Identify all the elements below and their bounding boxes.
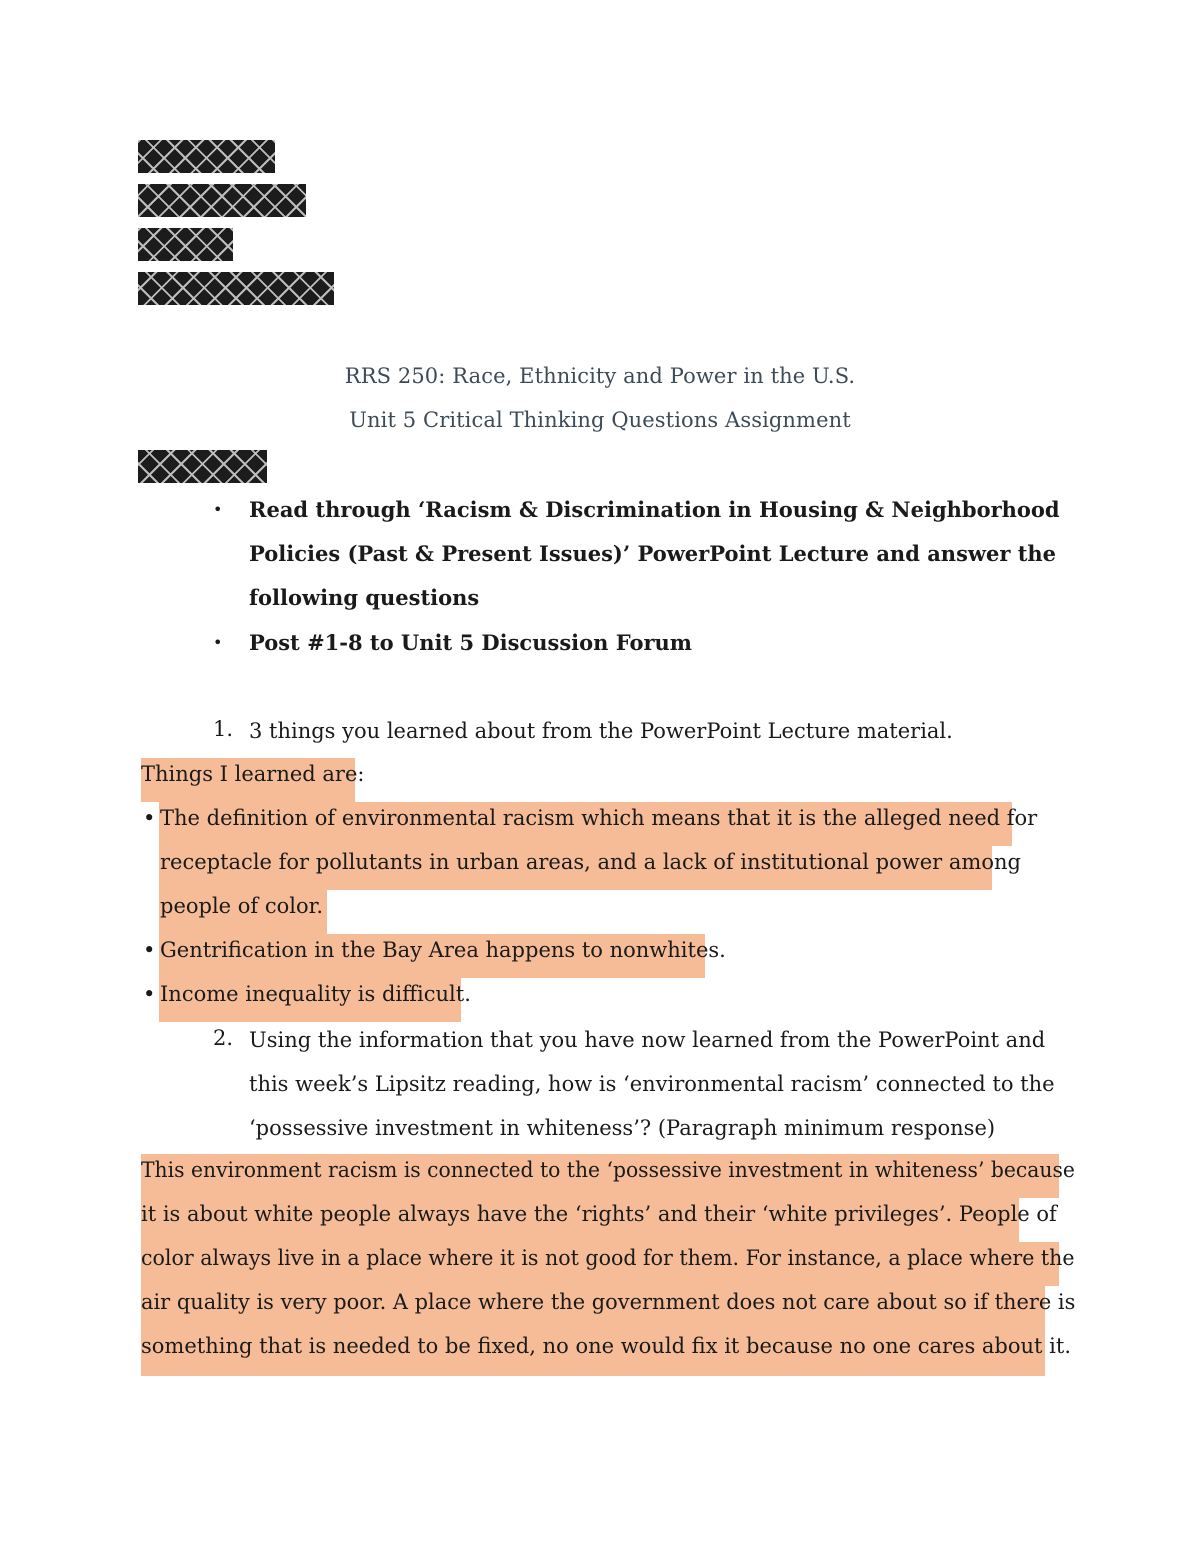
instruction-1-line-3: following questions — [249, 585, 480, 610]
redacted-course — [138, 228, 233, 261]
answer-2-line-4: air quality is very poor. A place where the government does not care about so if there is — [141, 1290, 1076, 1314]
question-2-line-1: Using the information that you have now learned from the PowerPoint and — [249, 1028, 1046, 1052]
instruction-bullet-2: • — [213, 633, 223, 652]
question-2-number: 2. — [213, 1026, 234, 1050]
answer-1-item-3: Income inequality is difficult. — [160, 982, 471, 1006]
redacted-label — [138, 450, 267, 483]
answer-2-line-2: it is about white people always have the ‘rights’ and their ‘white privileges’. People of — [141, 1202, 1057, 1226]
instruction-1-line-1: Read through ‘Racism & Discrimination in Housing & Neighborhood — [249, 497, 1060, 522]
redacted-date — [138, 272, 334, 305]
instruction-1-line-2: Policies (Past & Present Issues)’ PowerPoint Lecture and answer the — [249, 541, 1057, 566]
question-2-line-3: ‘possessive investment in whiteness’? (Paragraph minimum response) — [249, 1116, 996, 1140]
answer-2-line-5: something that is needed to be fixed, no one would fix it because no one cares about it. — [141, 1334, 1071, 1358]
answer-1-intro: Things I learned are: — [141, 762, 365, 786]
answer-1-bullet-2: • — [143, 938, 156, 962]
instruction-bullet-1: • — [213, 500, 223, 519]
doc-subtitle: Unit 5 Critical Thinking Questions Assignment — [349, 408, 851, 432]
question-1-number: 1. — [213, 717, 234, 741]
answer-1-item-1-line-1: The definition of environmental racism which means that it is the alleged need for — [160, 806, 1038, 830]
question-2-line-2: this week’s Lipsitz reading, how is ‘environmental racism’ connected to the — [249, 1072, 1055, 1096]
answer-1-bullet-1: • — [143, 806, 156, 830]
answer-1-bullet-3: • — [143, 982, 156, 1006]
redacted-name — [138, 140, 275, 173]
question-1-text: 3 things you learned about from the PowerPoint Lecture material. — [249, 719, 953, 743]
answer-1-item-1-line-2: receptacle for pollutants in urban areas, and a lack of institutional power among — [160, 850, 1021, 874]
answer-2-line-3: color always live in a place where it is not good for them. For instance, a place where the — [141, 1246, 1075, 1270]
doc-title: RRS 250: Race, Ethnicity and Power in the U.S. — [344, 364, 856, 388]
answer-1-item-2: Gentrification in the Bay Area happens to nonwhites. — [160, 938, 726, 962]
instruction-2: Post #1-8 to Unit 5 Discussion Forum — [249, 630, 693, 655]
answer-1-item-1-line-3: people of color. — [160, 894, 324, 918]
answer-2-line-1: This environment racism is connected to the ‘possessive investment in whiteness’ because — [141, 1158, 1075, 1182]
redacted-instructor — [138, 184, 306, 217]
